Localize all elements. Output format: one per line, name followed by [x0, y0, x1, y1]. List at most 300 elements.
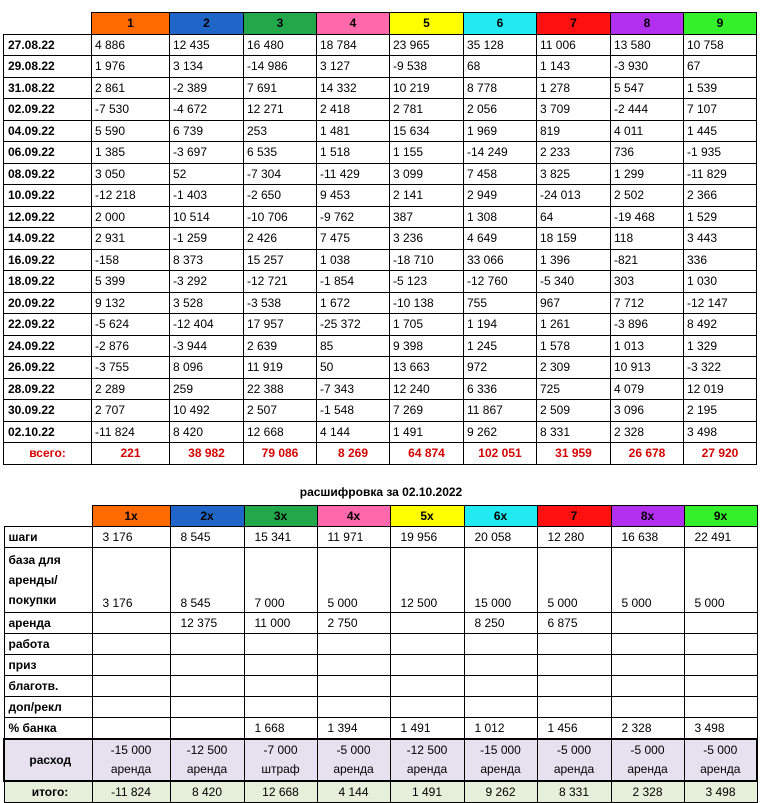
expense-cell — [464, 739, 537, 781]
date-cell: 22.09.22 — [4, 314, 92, 336]
table-row — [4, 120, 757, 142]
value-cell: 1 539 — [684, 77, 757, 99]
value-cell: 35 128 — [464, 34, 537, 56]
value-cell: 2 750 — [317, 613, 390, 634]
table-row — [4, 271, 757, 293]
value-cell: 755 — [464, 292, 537, 314]
value-cell: 85 — [317, 335, 390, 357]
table-row — [4, 77, 757, 99]
expense-cell — [170, 739, 244, 781]
result-cell: 4 144 — [317, 781, 390, 803]
value-cell: 3 096 — [611, 400, 684, 422]
value-cell: 2 328 — [611, 718, 684, 740]
value-cell: 13 580 — [611, 34, 684, 56]
table-row — [4, 378, 757, 400]
value-cell: 2 195 — [684, 400, 757, 422]
value-cell: 8 420 — [170, 421, 244, 443]
column-header: 9 — [684, 13, 757, 35]
value-cell: 4 079 — [611, 378, 684, 400]
column-header: 8 — [611, 13, 684, 35]
value-cell: -158 — [92, 249, 170, 271]
value-cell — [170, 697, 244, 718]
value-cell: 1 396 — [537, 249, 611, 271]
value-cell: 2 366 — [684, 185, 757, 207]
value-cell: -1 854 — [317, 271, 390, 293]
value-cell: -4 672 — [170, 99, 244, 121]
expense-note: аренда — [700, 762, 741, 776]
prize-row — [4, 655, 757, 676]
value-cell: 9 132 — [92, 292, 170, 314]
value-cell: -5 624 — [92, 314, 170, 336]
date-cell: 10.09.22 — [4, 185, 92, 207]
value-cell: 4 886 — [92, 34, 170, 56]
value-cell: 15 000 — [464, 548, 537, 613]
value-cell: 1 529 — [684, 206, 757, 228]
value-cell: 1 394 — [317, 718, 390, 740]
expense-note: штраф — [261, 762, 300, 776]
total-row — [4, 443, 757, 465]
value-cell: 6 535 — [244, 142, 317, 164]
row-label: аренда — [4, 613, 92, 634]
value-cell: -12 218 — [92, 185, 170, 207]
column-header: 2x — [170, 506, 244, 527]
value-cell — [170, 676, 244, 697]
base-row — [4, 548, 757, 613]
value-cell — [464, 634, 537, 655]
value-cell: 1 491 — [390, 421, 464, 443]
column-header: 2 — [170, 13, 244, 35]
value-cell: 8 545 — [170, 527, 244, 548]
table-row — [4, 228, 757, 250]
value-cell: 8 778 — [464, 77, 537, 99]
value-cell: 1 308 — [464, 206, 537, 228]
value-cell: 10 492 — [170, 400, 244, 422]
value-cell — [684, 655, 757, 676]
value-cell: 1 668 — [244, 718, 317, 740]
value-cell: 1 143 — [537, 56, 611, 78]
result-cell: 8 331 — [537, 781, 611, 803]
value-cell: 725 — [537, 378, 611, 400]
value-cell — [611, 676, 684, 697]
value-cell: 1 969 — [464, 120, 537, 142]
header-row — [4, 506, 757, 527]
value-cell: -25 372 — [317, 314, 390, 336]
value-cell: 16 638 — [611, 527, 684, 548]
value-cell — [92, 613, 170, 634]
value-cell — [244, 697, 317, 718]
value-cell — [390, 697, 464, 718]
value-cell — [390, 634, 464, 655]
value-cell: 4 011 — [611, 120, 684, 142]
value-cell: 259 — [170, 378, 244, 400]
expense-cell — [611, 739, 684, 781]
value-cell: 5 590 — [92, 120, 170, 142]
row-label: расход — [4, 739, 92, 781]
date-cell: 14.09.22 — [4, 228, 92, 250]
value-cell: 7 107 — [684, 99, 757, 121]
column-header: 9x — [684, 506, 757, 527]
value-cell: 2 949 — [464, 185, 537, 207]
value-cell: 12 280 — [537, 527, 611, 548]
total-value: 102 051 — [464, 443, 537, 465]
value-cell: 118 — [611, 228, 684, 250]
value-cell: 3 050 — [92, 163, 170, 185]
value-cell: -14 986 — [244, 56, 317, 78]
value-cell: 2 309 — [537, 357, 611, 379]
value-cell — [611, 613, 684, 634]
value-cell: -3 896 — [611, 314, 684, 336]
value-cell: 1 245 — [464, 335, 537, 357]
result-cell: 8 420 — [170, 781, 244, 803]
column-header: 1 — [92, 13, 170, 35]
rent-row — [4, 613, 757, 634]
value-cell: -3 322 — [684, 357, 757, 379]
header-row — [4, 13, 757, 35]
total-value: 31 959 — [537, 443, 611, 465]
value-cell: 11 919 — [244, 357, 317, 379]
value-cell: 12 435 — [170, 34, 244, 56]
row-label: доп/рекл — [4, 697, 92, 718]
value-cell: 15 257 — [244, 249, 317, 271]
row-label: благотв. — [4, 676, 92, 697]
value-cell: -7 343 — [317, 378, 390, 400]
value-cell: 1 518 — [317, 142, 390, 164]
value-cell: 736 — [611, 142, 684, 164]
value-cell: 3 099 — [390, 163, 464, 185]
value-cell: 5 000 — [684, 548, 757, 613]
value-cell: -12 147 — [684, 292, 757, 314]
value-cell: 1 705 — [390, 314, 464, 336]
value-cell: -3 292 — [170, 271, 244, 293]
value-cell: 1 038 — [317, 249, 390, 271]
value-cell — [317, 697, 390, 718]
value-cell: 10 219 — [390, 77, 464, 99]
ads-row — [4, 697, 757, 718]
expense-note: аренда — [480, 762, 521, 776]
value-cell: -1 259 — [170, 228, 244, 250]
date-cell: 02.09.22 — [4, 99, 92, 121]
table-row — [4, 99, 757, 121]
value-cell: 10 758 — [684, 34, 757, 56]
column-header: 6x — [464, 506, 537, 527]
value-cell — [611, 655, 684, 676]
expense-row — [4, 739, 757, 781]
table-row — [4, 292, 757, 314]
value-cell: 2 418 — [317, 99, 390, 121]
value-cell: 23 965 — [390, 34, 464, 56]
value-cell: 1 013 — [611, 335, 684, 357]
charity-row — [4, 676, 757, 697]
total-value: 38 982 — [170, 443, 244, 465]
table-row — [4, 335, 757, 357]
value-cell: 22 491 — [684, 527, 757, 548]
column-header: 4 — [317, 13, 390, 35]
value-cell — [390, 655, 464, 676]
value-cell: -12 721 — [244, 271, 317, 293]
value-cell — [170, 655, 244, 676]
value-cell — [390, 613, 464, 634]
value-cell: 1 385 — [92, 142, 170, 164]
value-cell: 1 481 — [317, 120, 390, 142]
value-cell: -2 876 — [92, 335, 170, 357]
corner-cell — [4, 506, 92, 527]
value-cell: 7 269 — [390, 400, 464, 422]
value-cell: -2 650 — [244, 185, 317, 207]
value-cell: 2 861 — [92, 77, 170, 99]
value-cell: 1 578 — [537, 335, 611, 357]
value-cell: -2 444 — [611, 99, 684, 121]
table-row — [4, 357, 757, 379]
table-row — [4, 206, 757, 228]
column-header: 1x — [92, 506, 170, 527]
value-cell: 5 000 — [317, 548, 390, 613]
value-cell: 3 127 — [317, 56, 390, 78]
value-cell: 3 176 — [92, 548, 170, 613]
expense-amount: -7 000 — [263, 743, 298, 757]
column-header: 5x — [390, 506, 464, 527]
table-row — [4, 400, 757, 422]
table-row — [4, 163, 757, 185]
value-cell: 52 — [170, 163, 244, 185]
table-row — [4, 142, 757, 164]
column-header: 6 — [464, 13, 537, 35]
value-cell: 303 — [611, 271, 684, 293]
value-cell — [92, 676, 170, 697]
value-cell — [92, 697, 170, 718]
value-cell — [537, 697, 611, 718]
value-cell: 2 426 — [244, 228, 317, 250]
row-label: работа — [4, 634, 92, 655]
value-cell: 819 — [537, 120, 611, 142]
value-cell: 2 141 — [390, 185, 464, 207]
value-cell: 20 058 — [464, 527, 537, 548]
result-cell: 1 491 — [390, 781, 464, 803]
row-label: приз — [4, 655, 92, 676]
date-cell: 27.08.22 — [4, 34, 92, 56]
value-cell — [684, 697, 757, 718]
value-cell: -24 013 — [537, 185, 611, 207]
value-cell — [170, 718, 244, 740]
value-cell: 22 388 — [244, 378, 317, 400]
column-header: 4x — [317, 506, 390, 527]
value-cell: 2 328 — [611, 421, 684, 443]
date-cell: 28.09.22 — [4, 378, 92, 400]
value-cell: 8 545 — [170, 548, 244, 613]
column-header: 5 — [390, 13, 464, 35]
value-cell: 3 134 — [170, 56, 244, 78]
value-cell: 3 176 — [92, 527, 170, 548]
date-cell: 12.09.22 — [4, 206, 92, 228]
value-cell: -5 340 — [537, 271, 611, 293]
value-cell: 7 458 — [464, 163, 537, 185]
value-cell: 19 956 — [390, 527, 464, 548]
total-value: 64 874 — [390, 443, 464, 465]
value-cell: -12 760 — [464, 271, 537, 293]
column-header: 8x — [611, 506, 684, 527]
column-header: 3 — [244, 13, 317, 35]
value-cell: 1 030 — [684, 271, 757, 293]
value-cell: 68 — [464, 56, 537, 78]
value-cell: 2 931 — [92, 228, 170, 250]
expense-cell — [390, 739, 464, 781]
total-value: 79 086 — [244, 443, 317, 465]
expense-amount: -12 500 — [406, 743, 448, 757]
date-cell: 20.09.22 — [4, 292, 92, 314]
row-label: итого: — [4, 781, 92, 803]
value-cell: -18 710 — [390, 249, 464, 271]
value-cell: 8 492 — [684, 314, 757, 336]
value-cell: 2 233 — [537, 142, 611, 164]
expense-note: аренда — [186, 762, 228, 776]
value-cell: 17 957 — [244, 314, 317, 336]
expense-note: аренда — [553, 762, 595, 776]
value-cell — [170, 634, 244, 655]
value-cell: 6 336 — [464, 378, 537, 400]
value-cell: 67 — [684, 56, 757, 78]
value-cell: 5 000 — [611, 548, 684, 613]
date-cell: 29.08.22 — [4, 56, 92, 78]
value-cell: 10 913 — [611, 357, 684, 379]
value-cell — [611, 634, 684, 655]
expense-amount: -5 000 — [556, 743, 592, 757]
value-cell: 14 332 — [317, 77, 390, 99]
value-cell: 2 000 — [92, 206, 170, 228]
bank-row — [4, 718, 757, 740]
value-cell: 2 056 — [464, 99, 537, 121]
total-value: 221 — [92, 443, 170, 465]
value-cell: 6 739 — [170, 120, 244, 142]
value-cell: 8 331 — [537, 421, 611, 443]
expense-cell — [684, 739, 757, 781]
value-cell: -19 468 — [611, 206, 684, 228]
value-cell: 2 509 — [537, 400, 611, 422]
value-cell: 8 096 — [170, 357, 244, 379]
breakdown-table — [3, 505, 758, 803]
value-cell: 15 341 — [244, 527, 317, 548]
date-cell: 18.09.22 — [4, 271, 92, 293]
value-cell: 12 375 — [170, 613, 244, 634]
value-cell: 18 784 — [317, 34, 390, 56]
value-cell: 11 971 — [317, 527, 390, 548]
expense-amount: -5 000 — [703, 743, 738, 757]
value-cell: 3 443 — [684, 228, 757, 250]
value-cell: 3 498 — [684, 718, 757, 740]
value-cell — [390, 676, 464, 697]
value-cell: 1 261 — [537, 314, 611, 336]
table-row — [4, 56, 757, 78]
date-cell: 08.09.22 — [4, 163, 92, 185]
value-cell: 967 — [537, 292, 611, 314]
expense-amount: -12 500 — [186, 743, 228, 757]
expense-amount: -15 000 — [110, 743, 152, 757]
value-cell — [611, 697, 684, 718]
total-value: 26 678 — [611, 443, 684, 465]
value-cell: 1 672 — [317, 292, 390, 314]
value-cell: 2 502 — [611, 185, 684, 207]
daily-results-table — [3, 12, 757, 465]
expense-amount: -5 000 — [336, 743, 371, 757]
value-cell: -11 829 — [684, 163, 757, 185]
value-cell: 1 194 — [464, 314, 537, 336]
value-cell: 7 000 — [244, 548, 317, 613]
value-cell: 7 691 — [244, 77, 317, 99]
table-row — [4, 314, 757, 336]
value-cell: -3 697 — [170, 142, 244, 164]
expense-note: аренда — [333, 762, 374, 776]
table-row — [4, 421, 757, 443]
date-cell: 06.09.22 — [4, 142, 92, 164]
value-cell: 3 236 — [390, 228, 464, 250]
value-cell: -2 389 — [170, 77, 244, 99]
value-cell: 253 — [244, 120, 317, 142]
value-cell: -1 403 — [170, 185, 244, 207]
value-cell: -5 123 — [390, 271, 464, 293]
value-cell: -10 138 — [390, 292, 464, 314]
value-cell — [244, 676, 317, 697]
value-cell: -14 249 — [464, 142, 537, 164]
value-cell: -1 935 — [684, 142, 757, 164]
value-cell: 3 498 — [684, 421, 757, 443]
value-cell: 10 514 — [170, 206, 244, 228]
table-row — [4, 185, 757, 207]
result-cell: 9 262 — [464, 781, 537, 803]
value-cell: -10 706 — [244, 206, 317, 228]
work-row — [4, 634, 757, 655]
value-cell: 11 006 — [537, 34, 611, 56]
result-cell: 12 668 — [244, 781, 317, 803]
value-cell: 9 453 — [317, 185, 390, 207]
value-cell — [92, 655, 170, 676]
value-cell: 6 875 — [537, 613, 611, 634]
value-cell: -11 824 — [92, 421, 170, 443]
value-cell: -1 548 — [317, 400, 390, 422]
value-cell: -3 944 — [170, 335, 244, 357]
value-cell: 7 712 — [611, 292, 684, 314]
value-cell: -9 538 — [390, 56, 464, 78]
value-cell: 33 066 — [464, 249, 537, 271]
value-cell: 4 144 — [317, 421, 390, 443]
date-cell: 24.09.22 — [4, 335, 92, 357]
expense-note: аренда — [406, 762, 448, 776]
expense-note: аренда — [110, 762, 152, 776]
value-cell: 2 639 — [244, 335, 317, 357]
value-cell: -3 930 — [611, 56, 684, 78]
row-label: база для аренды/покупки — [4, 548, 92, 613]
value-cell: 64 — [537, 206, 611, 228]
value-cell: 9 398 — [390, 335, 464, 357]
value-cell — [684, 676, 757, 697]
value-cell: 3 825 — [537, 163, 611, 185]
column-header: 7 — [537, 13, 611, 35]
value-cell — [317, 634, 390, 655]
value-cell: 1 445 — [684, 120, 757, 142]
value-cell: 2 507 — [244, 400, 317, 422]
value-cell: 2 781 — [390, 99, 464, 121]
expense-note: аренда — [627, 762, 668, 776]
expense-cell — [537, 739, 611, 781]
value-cell: 336 — [684, 249, 757, 271]
value-cell — [537, 676, 611, 697]
value-cell: 387 — [390, 206, 464, 228]
value-cell: 972 — [464, 357, 537, 379]
value-cell: -11 429 — [317, 163, 390, 185]
value-cell — [684, 634, 757, 655]
value-cell: 13 663 — [390, 357, 464, 379]
value-cell: -9 762 — [317, 206, 390, 228]
date-cell: 02.10.22 — [4, 421, 92, 443]
column-header: 7 — [537, 506, 611, 527]
value-cell: -3 538 — [244, 292, 317, 314]
